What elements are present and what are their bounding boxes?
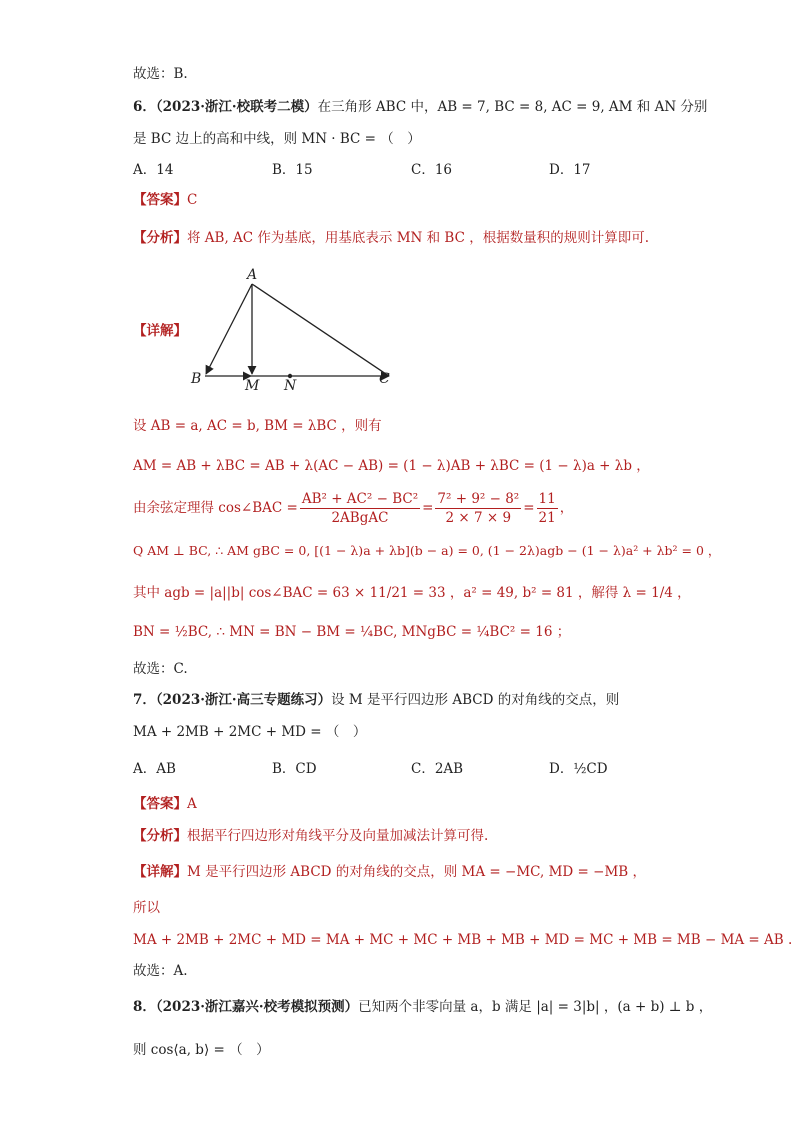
- detail-line-5: 其中 agb = |a||b| cos∠BAC = 63 × 11/21 = 33 ，a² = 49, b² = 81 ，解得 λ = 1/4 ，: [133, 585, 691, 601]
- detail-line-2: MA + 2MB + 2MC + MD = MA + MC + MC + MB + MB + MD = MC + MB = MB − MA = AB .: [133, 932, 793, 948]
- detail-line-6: BN = ½BC, ∴ MN = BN − BM = ¼BC, MNgBC = ¼BC² = 16 ；: [133, 624, 571, 640]
- question-source: （2023·浙江·校联考二模）: [155, 99, 318, 115]
- label-m: M: [245, 378, 260, 394]
- cos-law-suffix: ，: [559, 500, 574, 516]
- fraction-2-num: 7² + 9² − 8²: [437, 490, 520, 507]
- option-a: A．14: [133, 162, 174, 178]
- question-8-stem-line1: [133, 997, 712, 1017]
- fraction-1-den: 2ABgAC: [331, 509, 389, 526]
- detail-tag: 【详解】: [133, 864, 187, 880]
- detail-line-2: AM = AB + λBC = AB + λ(AC − AB) = (1 − λ)AB + λBC = (1 − λ)a + λb ，: [133, 458, 650, 474]
- analysis-text: 根据平行四边形对角线平分及向量加减法计算可得.: [187, 828, 489, 844]
- fraction-3-num: 11: [538, 490, 556, 507]
- question-7-stem-line2: MA + 2MB + 2MC + MD = （ ）: [133, 724, 367, 740]
- question-source: （2023·浙江嘉兴·校考模拟预测）: [155, 999, 359, 1015]
- option-b: B．CD: [272, 761, 317, 777]
- final-answer-q7: 故选：A.: [133, 963, 188, 979]
- question-7-stem-line1: [133, 690, 619, 710]
- option-a: A．AB: [133, 761, 176, 777]
- detail-line-4: Q AM ⊥ BC, ∴ AM gBC = 0, [(1 − λ)a + λb](b − a) = 0, (1 − 2λ)agb − (1 − λ)a² + λb² = 0 ，: [133, 543, 721, 558]
- question-stem-text: 已知两个非零向量 a，b 满足 |a| = 3|b| ，(a + b) ⊥ b ，: [358, 999, 713, 1015]
- detail-line-1: 设 AB = a, AC = b, BM = λBC ，则有: [133, 418, 382, 434]
- question-number: 8．: [133, 999, 156, 1015]
- label-b: B: [191, 371, 202, 387]
- question-stem-text: 在三角形 ABC 中，AB = 7, BC = 8, AC = 9, AM 和 AN 分别: [317, 99, 708, 115]
- answer-line: [133, 190, 197, 210]
- analysis-line: [133, 228, 649, 248]
- fraction-2: [435, 490, 521, 527]
- detail-text: M 是平行四边形 ABCD 的对角线的交点，则 MA = −MC, MD = −MB ，: [187, 864, 646, 880]
- equals-1: =: [422, 500, 434, 516]
- question-source: （2023·浙江·高三专题练习）: [155, 692, 332, 708]
- segment-ac: [252, 284, 389, 376]
- option-c: C．16: [411, 162, 453, 178]
- option-d: D．½CD: [549, 761, 608, 777]
- detail-tag: 【详解】: [133, 323, 187, 339]
- label-n: N: [284, 378, 297, 394]
- fraction-1-num: AB² + AC² − BC²: [301, 490, 419, 507]
- answer-line: [133, 794, 197, 814]
- answer-tag: 【答案】: [133, 192, 187, 208]
- question-6-stem-line1: [133, 97, 707, 117]
- fraction-1: [300, 490, 420, 527]
- cos-law-prefix: 由余弦定理得 cos∠BAC =: [133, 500, 298, 516]
- option-c: C．2AB: [411, 761, 464, 777]
- question-8-stem-line2: 则 cos⟨a, b⟩ = （ ）: [133, 1042, 270, 1058]
- label-c: C: [379, 371, 390, 387]
- answer-tag: 【答案】: [133, 796, 187, 812]
- analysis-tag: 【分析】: [133, 230, 187, 246]
- answer-value: A: [187, 796, 197, 812]
- segment-ab: [206, 284, 252, 374]
- option-b: B．15: [272, 162, 313, 178]
- analysis-line: [133, 826, 488, 846]
- detail-line: [133, 862, 646, 882]
- so-line: 所以: [133, 900, 160, 916]
- fraction-2-den: 2 × 7 × 9: [445, 509, 512, 526]
- triangle-figure: [185, 262, 415, 402]
- question-stem-text: 设 M 是平行四边形 ABCD 的对角线的交点，则: [331, 692, 620, 708]
- question-number: 6．: [133, 99, 156, 115]
- question-6-stem-line2: 是 BC 边上的高和中线，则 MN · BC = （ ）: [133, 131, 421, 147]
- answer-choice-line: 故选：B.: [133, 66, 188, 82]
- detail-line-3: [133, 486, 573, 530]
- analysis-text: 将 AB, AC 作为基底，用基底表示 MN 和 BC ，根据数量积的规则计算即可.: [187, 230, 650, 246]
- fraction-3: [537, 490, 558, 527]
- option-d: D．17: [549, 162, 591, 178]
- answer-value: C: [187, 192, 198, 208]
- label-a: A: [247, 267, 258, 283]
- equals-2: =: [523, 500, 535, 516]
- question-number: 7．: [133, 692, 156, 708]
- final-answer-q6: 故选：C.: [133, 661, 188, 677]
- analysis-tag: 【分析】: [133, 828, 187, 844]
- fraction-3-den: 21: [538, 509, 556, 526]
